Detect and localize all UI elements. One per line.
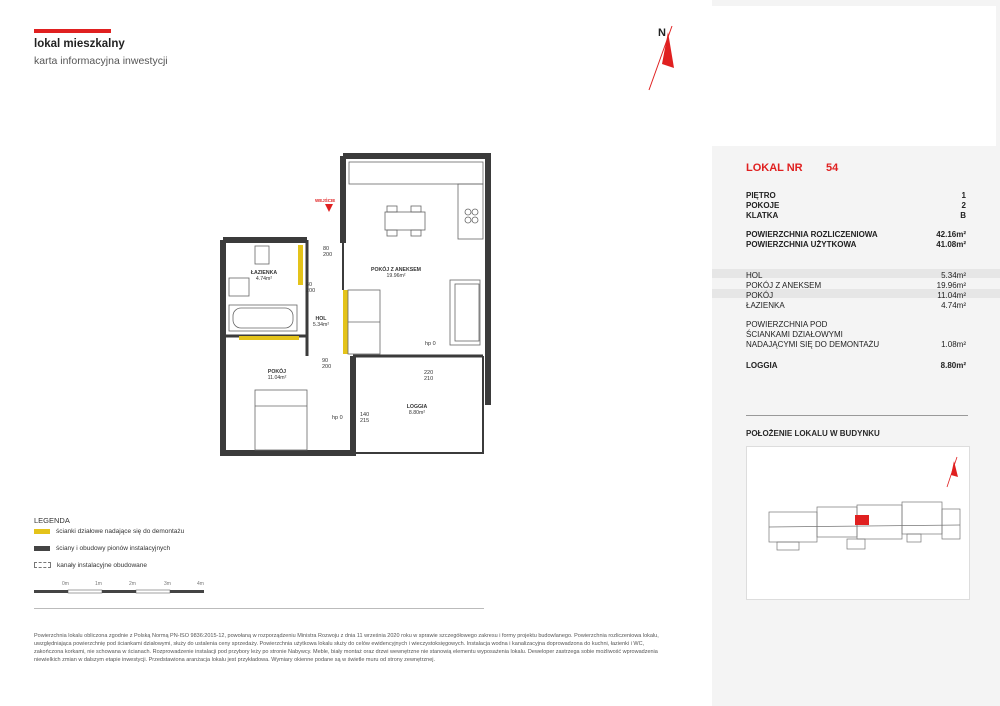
plan-dim-door-2: 80 200 [306,282,316,294]
info-walls-line-2: ŚCIANKAMI DZIAŁOWYMI [746,330,843,339]
right-blank-area [712,6,996,146]
legend-item-demountable: ścianki działowe nadające się do demontażu [34,528,184,535]
footnote: Powierzchnia lokalu obliczona zgodnie z Polską Normą PN-ISO 9836:2015-12, powołaną w rozporządzeniu Ministra Rozwoju z dnia 11 września 2020 roku w sprawie szczegółowego zakresu i formy projektu budowlanego. Powierzchnia rozliczeniowa lokalu, uwzględniająca powierzchnię pod ściankami działowymi, służy do ustalenia ceny sprzedaży. Powierzchnia użytkowa lokalu służy do celów ewidencyjnych i wieczystoksięgowych. Instalacja wodna i kanalizacyjna doprowadzona do kuchni, łazienki i WC, zakończona korkami, nie schowana w ścianach. Rozprowadzenie instalacji pod przybory leży po stronie Nabywcy. Meble, biały montaż oraz drzwi wewnętrzne nie stanowią elementu wyposażenia lokalu. Deweloper zastrzega sobie możliwość wprowadzenia niewielkich zmian w dalszym etapie inwestycji. Przedstawiona aranżacja lokalu jest przykładowa. Wymiary okienne podane są w świetle muru od strony zewnętrznej. [34,633,659,663]
info-room-hol: HOL 5.34m² [746,271,966,280]
lokal-nr-value: 54 [826,162,839,174]
plan-hp-label-2: hp 0 [332,415,343,421]
plan-dim-door-1: 80 200 [323,246,333,258]
scale-bar [34,578,214,600]
info-pow-uzytkowa: POWIERZCHNIA UŻYTKOWA 41.08m² [746,240,966,249]
plan-room-pokoj-z-aneksem: POKÓJ Z ANEKSEM 19.96m² [371,267,421,280]
map-compass-icon [951,461,958,477]
plan-kitchen [349,162,483,239]
info-loggia: LOGGIA 8.80m² [746,361,966,370]
lokal-nr-label: LOKAL NR [746,162,803,174]
compass-north-label: N [658,27,666,39]
svg-text:4m: 4m [197,581,204,587]
info-room-lazienka: ŁAZIENKA 4.74m² [746,301,966,310]
svg-text:1m: 1m [95,581,102,587]
info-pow-rozliczeniowa: POWIERZCHNIA ROZLICZENIOWA 42.16m² [746,230,966,239]
svg-text:3m: 3m [164,581,171,587]
plan-sofa [450,280,480,345]
plan-dim-door-3: 90 200 [322,358,332,370]
unit-location-marker [855,515,869,525]
page-title: lokal mieszkalny [34,38,125,50]
info-room-pokoj: POKÓJ 11.04m² [746,291,966,300]
info-walls-line-3: NADAJĄCYMI SIĘ DO DEMONTAŻU 1.08m² [746,340,966,349]
info-pietro: PIĘTRO 1 [746,191,966,200]
brand-red-bar [34,29,111,33]
plan-room-hol: HOL 5.34m² [312,316,330,329]
plan-dim-loggia-door: 140 215 [360,412,370,424]
plan-room-lazienka: ŁAZIENKA 4.74m² [250,270,278,283]
plan-dining-table [385,206,425,236]
plan-bed [255,390,307,450]
plan-outer-wall-top [343,156,488,405]
compass-icon [640,20,680,92]
floor-plan [215,150,495,460]
building-location-map [746,446,970,600]
info-walls-line-1: POWIERZCHNIA POD [746,320,828,329]
svg-text:0m: 0m [62,581,69,587]
plan-room-pokoj: POKÓJ 11.04m² [267,369,287,382]
legend-swatch-yellow [34,529,50,534]
location-title: POŁOŻENIE LOKALU W BUDYNKU [746,429,880,438]
entrance-label: WEJŚCIE [315,198,336,203]
legend-item-channels: kanały instalacyjne obudowane [34,562,147,569]
plan-outer-wall-left [223,240,353,453]
legend-title: LEGENDA [34,516,70,525]
plan-room-loggia: LOGGIA 8.80m² [406,404,428,417]
plan-wardrobe [348,290,380,354]
plan-hp-label-1: hp 0 [425,341,436,347]
plan-dim-window: 220 210 [424,370,434,382]
info-room-pokoj-z-aneksem: POKÓJ Z ANEKSEM 19.96m² [746,281,966,290]
legend-swatch-dashed [34,562,51,568]
legend-item-walls: ściany i obudowy pionów instalacyjnych [34,545,170,552]
entrance-marker-icon [325,204,333,212]
page-subtitle: karta informacyjna inwestycji [34,55,168,67]
plan-bathroom-fixtures [229,246,297,331]
building-outline [747,447,969,599]
legend-swatch-dark [34,546,50,551]
divider [746,415,968,416]
info-klatka: KLATKA B [746,211,966,220]
footnote-divider [34,608,484,609]
info-pokoje: POKOJE 2 [746,201,966,210]
svg-text:2m: 2m [129,581,136,587]
